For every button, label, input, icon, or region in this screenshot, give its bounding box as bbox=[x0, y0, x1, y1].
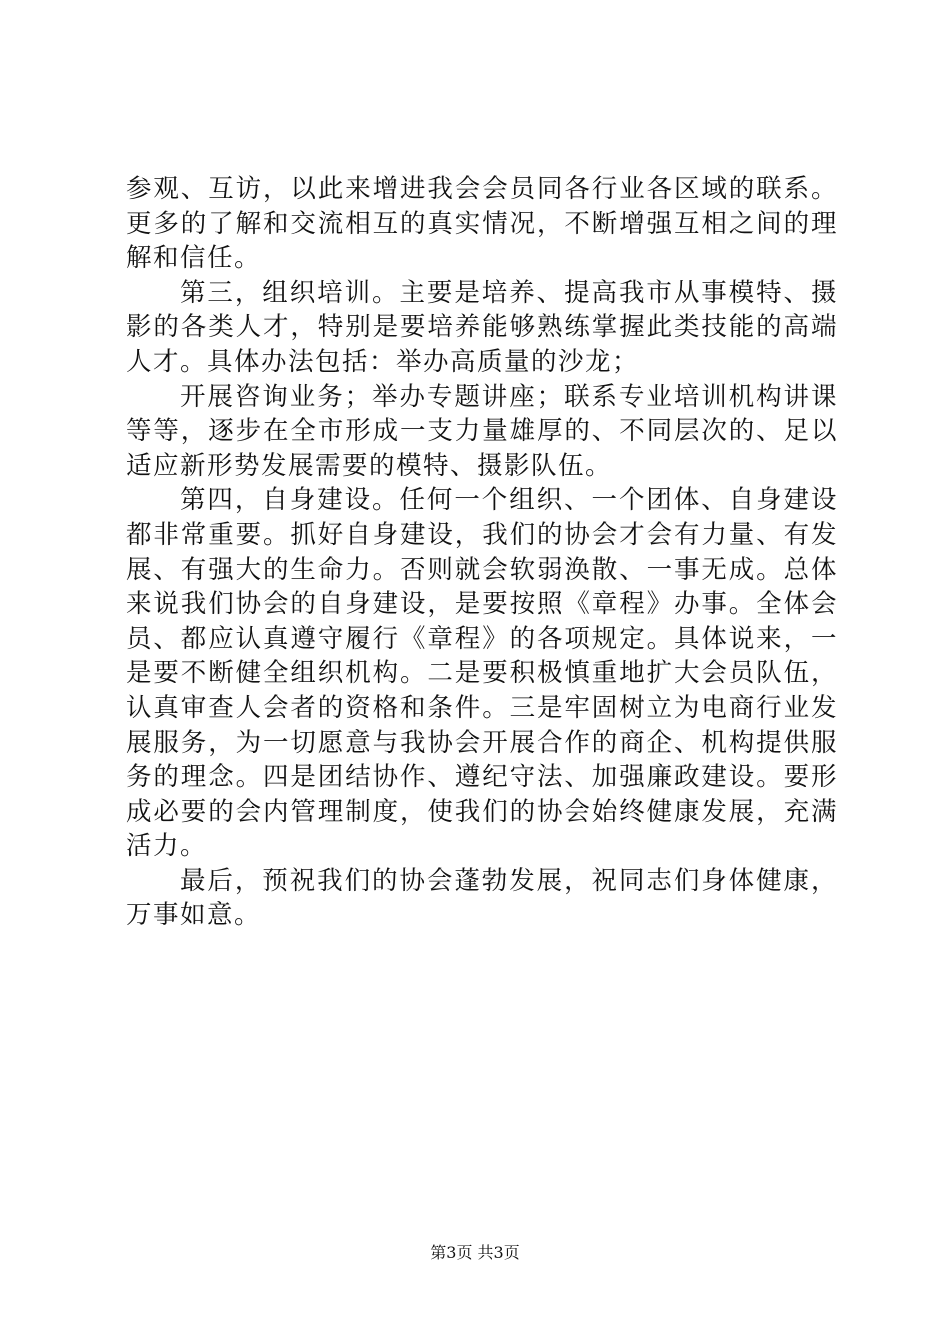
page-number-footer: 第3页 共3页 bbox=[430, 1243, 520, 1262]
paragraph-continuation: 参观、互访，以此来增进我会会员同各行业各区域的联系。更多的了解和交流相互的真实情况，不断增强互相之间的理解和信任。 bbox=[126, 174, 838, 274]
paragraph-closing: 最后，预祝我们的协会蓬勃发展，祝同志们身体健康，万事如意。 bbox=[126, 865, 838, 931]
document-body bbox=[126, 172, 838, 933]
paragraph-third-training: 第三，组织培训。主要是培养、提高我市从事模特、摄影的各类人才，特别是要培养能够熟练掌握此类技能的高端人才。具体办法包括：举办高质量的沙龙； bbox=[126, 277, 838, 377]
paragraph-consulting: 开展咨询业务；举办专题讲座；联系专业培训机构讲课等等，逐步在全市形成一支力量雄厚的、不同层次的、足以适应新形势发展需要的模特、摄影队伍。 bbox=[126, 381, 838, 481]
paragraph-fourth-self-building: 第四，自身建设。任何一个组织、一个团体、自身建设都非常重要。抓好自身建设，我们的协会才会有力量、有发展、有强大的生命力。否则就会软弱涣散、一事无成。总体来说我们协会的自身建设，是要按照《章程》办事。全体会员、都应认真遵守履行《章程》的各项规定。具体说来，一是要不断健全组织机构。二是要积极慎重地扩大会员队伍，认真审查人会者的资格和条件。三是牢固树立为电商行业发展服务，为一切愿意与我协会开展合作的商企、机构提供服务的理念。四是团结协作、遵纪守法、加强廉政建设。要形成必要的会内管理制度，使我们的协会始终健康发展，充满活力。 bbox=[126, 485, 838, 862]
